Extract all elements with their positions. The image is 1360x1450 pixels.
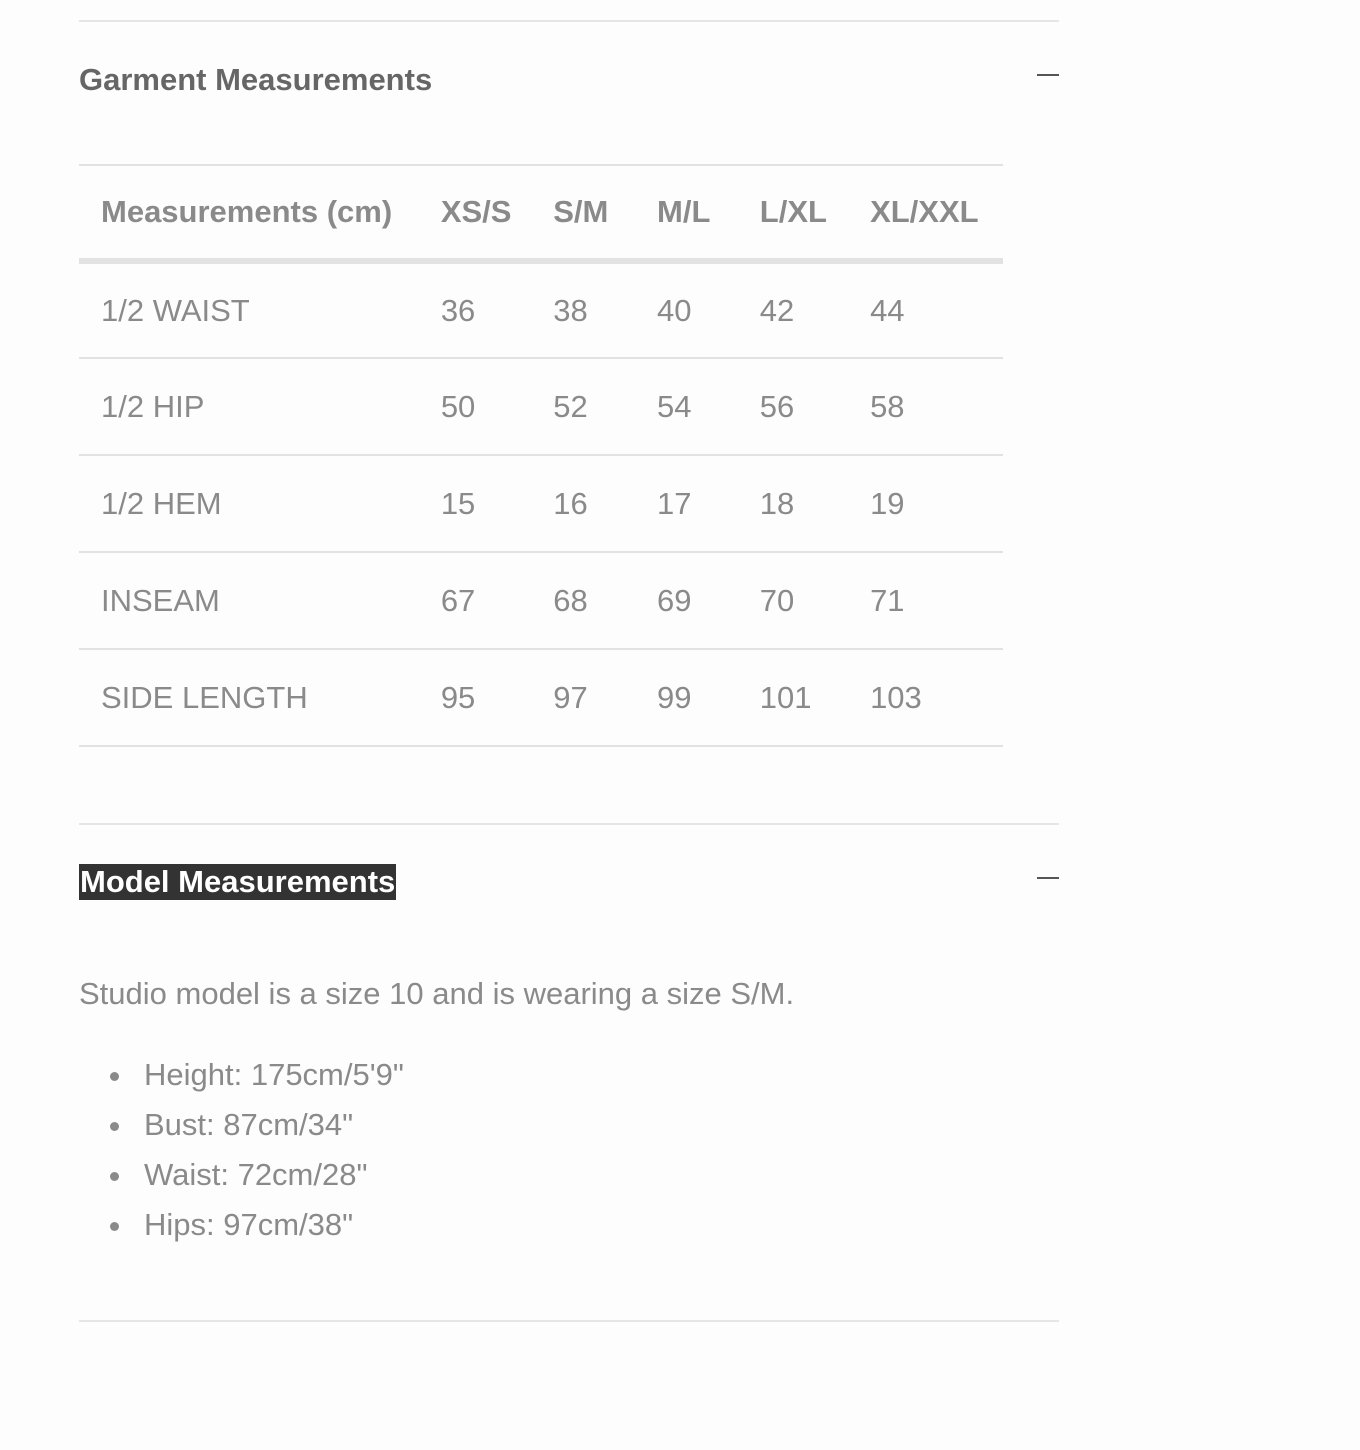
table-row (79, 358, 1003, 455)
table-cell: 40 (657, 292, 692, 328)
table-cell: 68 (553, 582, 588, 618)
list-item (79, 1055, 404, 1105)
model-intro-text: Studio model is a size 10 and is wearing a size S/M. (79, 976, 795, 1011)
row-label: 1/2 HEM (101, 485, 222, 521)
table-cell: 44 (870, 292, 905, 328)
minus-icon (1037, 74, 1059, 76)
list-item (79, 1205, 404, 1255)
table-cell: 95 (440, 679, 476, 715)
bullet-icon (110, 1222, 119, 1231)
table-row (79, 552, 1003, 649)
list-item-text: Height: 175cm/5'9" (144, 1057, 404, 1092)
table-cell: 38 (553, 292, 588, 328)
table-cell: 99 (657, 679, 692, 715)
table-cell: 15 (440, 485, 476, 521)
table-cell: 69 (657, 582, 692, 618)
header-m-l: M/L (657, 194, 711, 229)
list-item-text: Waist: 72cm/28" (144, 1157, 368, 1192)
bullet-icon (110, 1122, 119, 1131)
table-cell: 103 (870, 679, 922, 715)
table-cell: 50 (440, 388, 476, 424)
table-cell: 58 (870, 388, 905, 424)
garment-size-table (79, 164, 1003, 747)
garment-collapse-button[interactable] (1036, 63, 1060, 87)
bullet-icon (110, 1072, 119, 1081)
table-cell: 71 (870, 582, 905, 618)
table-row (79, 261, 1003, 358)
table-row (79, 649, 1003, 746)
table-cell: 67 (440, 582, 476, 618)
row-label: 1/2 HIP (101, 388, 205, 424)
table-cell: 97 (553, 679, 588, 715)
list-item-text: Bust: 87cm/34" (144, 1107, 354, 1142)
top-divider (79, 20, 1059, 22)
table-cell: 70 (759, 582, 795, 618)
table-cell: 17 (657, 485, 692, 521)
minus-icon (1037, 877, 1059, 879)
list-item (79, 1105, 404, 1155)
garment-measurements-title[interactable]: Garment Measurements (79, 62, 433, 97)
header-measurements: Measurements (cm) (101, 194, 393, 229)
row-label: INSEAM (101, 582, 220, 618)
list-item (79, 1155, 404, 1205)
model-collapse-button[interactable] (1036, 866, 1060, 890)
table-cell: 18 (759, 485, 795, 521)
section-divider (79, 823, 1059, 825)
header-xl-xxl: XL/XXL (870, 194, 979, 229)
header-s-m: S/M (553, 194, 609, 229)
model-measurements-title[interactable]: Model Measurements (80, 864, 396, 899)
table-cell: 19 (870, 485, 905, 521)
table-row (79, 455, 1003, 552)
table-cell: 36 (440, 292, 476, 328)
bullet-icon (110, 1172, 119, 1181)
model-measurements-list (79, 1055, 404, 1255)
table-cell: 42 (759, 292, 795, 328)
table-cell: 52 (553, 388, 588, 424)
list-item-text: Hips: 97cm/38" (144, 1207, 354, 1242)
table-cell: 56 (759, 388, 795, 424)
table-cell: 54 (657, 388, 692, 424)
bottom-divider (79, 1320, 1059, 1322)
table-cell: 16 (553, 485, 588, 521)
table-cell: 101 (759, 679, 812, 715)
header-xs-s: XS/S (440, 194, 512, 229)
table-header-row (79, 165, 1003, 261)
header-l-xl: L/XL (759, 194, 827, 229)
row-label: SIDE LENGTH (101, 679, 308, 715)
row-label: 1/2 WAIST (101, 292, 250, 328)
